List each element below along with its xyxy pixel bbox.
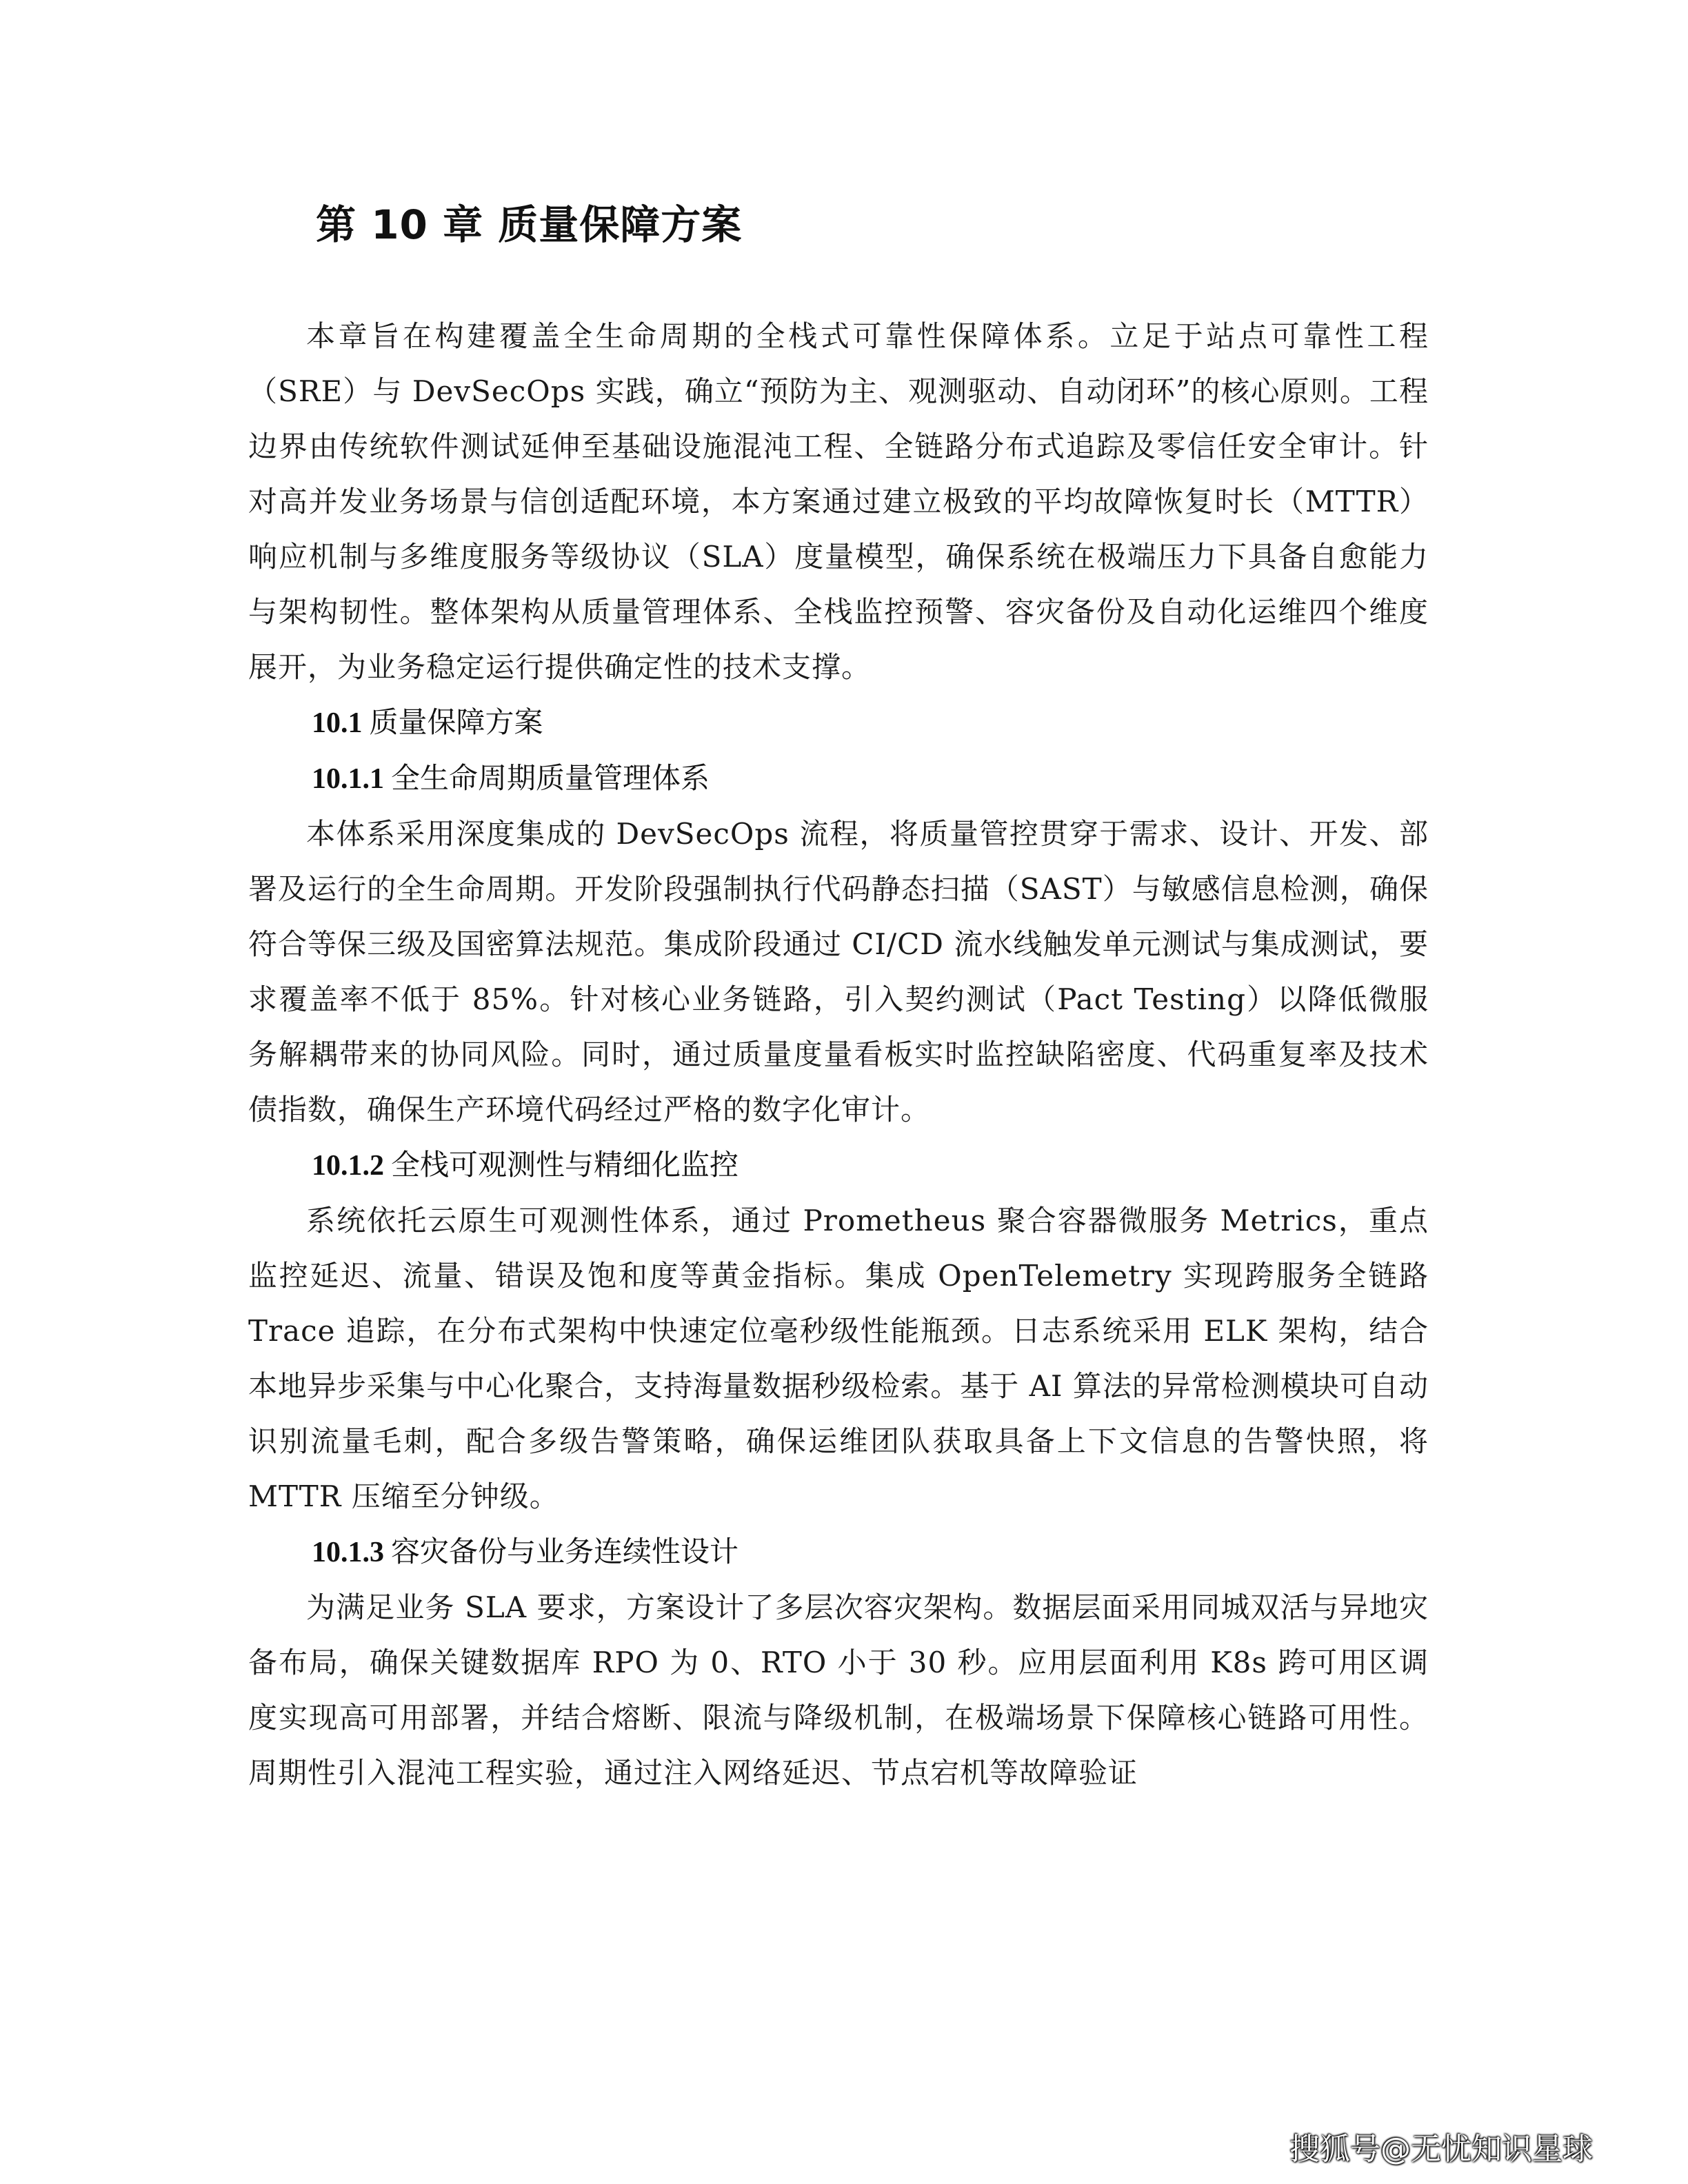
section-title: 容灾备份与业务连续性设计 [391, 1535, 739, 1568]
document-body [248, 309, 1429, 1801]
section-number: 10.1.2 [312, 1150, 384, 1182]
intro-paragraph: 本章旨在构建覆盖全生命周期的全栈式可靠性保障体系。立足于站点可靠性工程（SRE）与 DevSecOps 实践，确立“预防为主、观测驱动、自动闭环”的核心原则。工程边界由传统软件测试延伸至基础设施混沌工程、全链路分布式追踪及零信任安全审计。针对高并发业务场景与信创适配环境，本方案通过建立极致的平均故障恢复时长（MTTR）响应机制与多维度服务等级协议（SLA）度量模型，确保系统在极端压力下具备自愈能力与架构韧性。整体架构从质量管理体系、全栈监控预警、容灾备份及自动化运维四个维度展开，为业务稳定运行提供确定性的技术支撑。 [248, 319, 1429, 684]
section-heading-10-1-3 [248, 1524, 1429, 1580]
section-heading-10-1-2 [248, 1138, 1429, 1193]
paragraph-10-1-3: 为满足业务 SLA 要求，方案设计了多层次容灾架构。数据层面采用同城双活与异地灾备布局，确保关键数据库 RPO 为 0、RTO 小于 30 秒。应用层面利用 K8s 跨可用区调度实现高可用部署，并结合熔断、限流与降级机制，在极端场景下保障核心链路可用性。周期性引入混沌工程实验，通过注入网络延迟、节点宕机等故障验证 [248, 1590, 1429, 1790]
section-heading-10-1-1 [248, 751, 1429, 807]
section-number: 10.1.3 [312, 1537, 384, 1568]
section-number: 10.1 [312, 707, 363, 739]
section-number: 10.1.1 [312, 763, 384, 795]
section-title: 全栈可观测性与精细化监控 [391, 1148, 739, 1182]
chapter-title: 第 10 章 质量保障方案 [316, 201, 743, 248]
section-title: 全生命周期质量管理体系 [391, 761, 710, 795]
watermark: 搜狐号@无忧知识星球 [1289, 2132, 1593, 2167]
section-heading-10-1 [248, 695, 1429, 751]
paragraph-10-1-2: 系统依托云原生可观测性体系，通过 Prometheus 聚合容器微服务 Metrics，重点监控延迟、流量、错误及饱和度等黄金指标。集成 OpenTelemetry 实现跨服务全链路 Trace 追踪，在分布式架构中快速定位毫秒级性能瓶颈。日志系统采用 ELK 架构，结合本地异步采集与中心化聚合，支持海量数据秒级检索。基于 AI 算法的异常检测模块可自动识别流量毛刺，配合多级告警策略，确保运维团队获取具备上下文信息的告警快照，将 MTTR 压缩至分钟级。 [248, 1204, 1429, 1513]
paragraph-10-1-1: 本体系采用深度集成的 DevSecOps 流程，将质量管控贯穿于需求、设计、开发、部署及运行的全生命周期。开发阶段强制执行代码静态扫描（SAST）与敏感信息检测，确保符合等保三级及国密算法规范。集成阶段通过 CI/CD 流水线触发单元测试与集成测试，要求覆盖率不低于 85%。针对核心业务链路，引入契约测试（Pact Testing）以降低微服务解耦带来的协同风险。同时，通过质量度量看板实时监控缺陷密度、代码重复率及技术债指数，确保生产环境代码经过严格的数字化审计。 [248, 817, 1429, 1126]
section-title: 质量保障方案 [369, 705, 543, 739]
